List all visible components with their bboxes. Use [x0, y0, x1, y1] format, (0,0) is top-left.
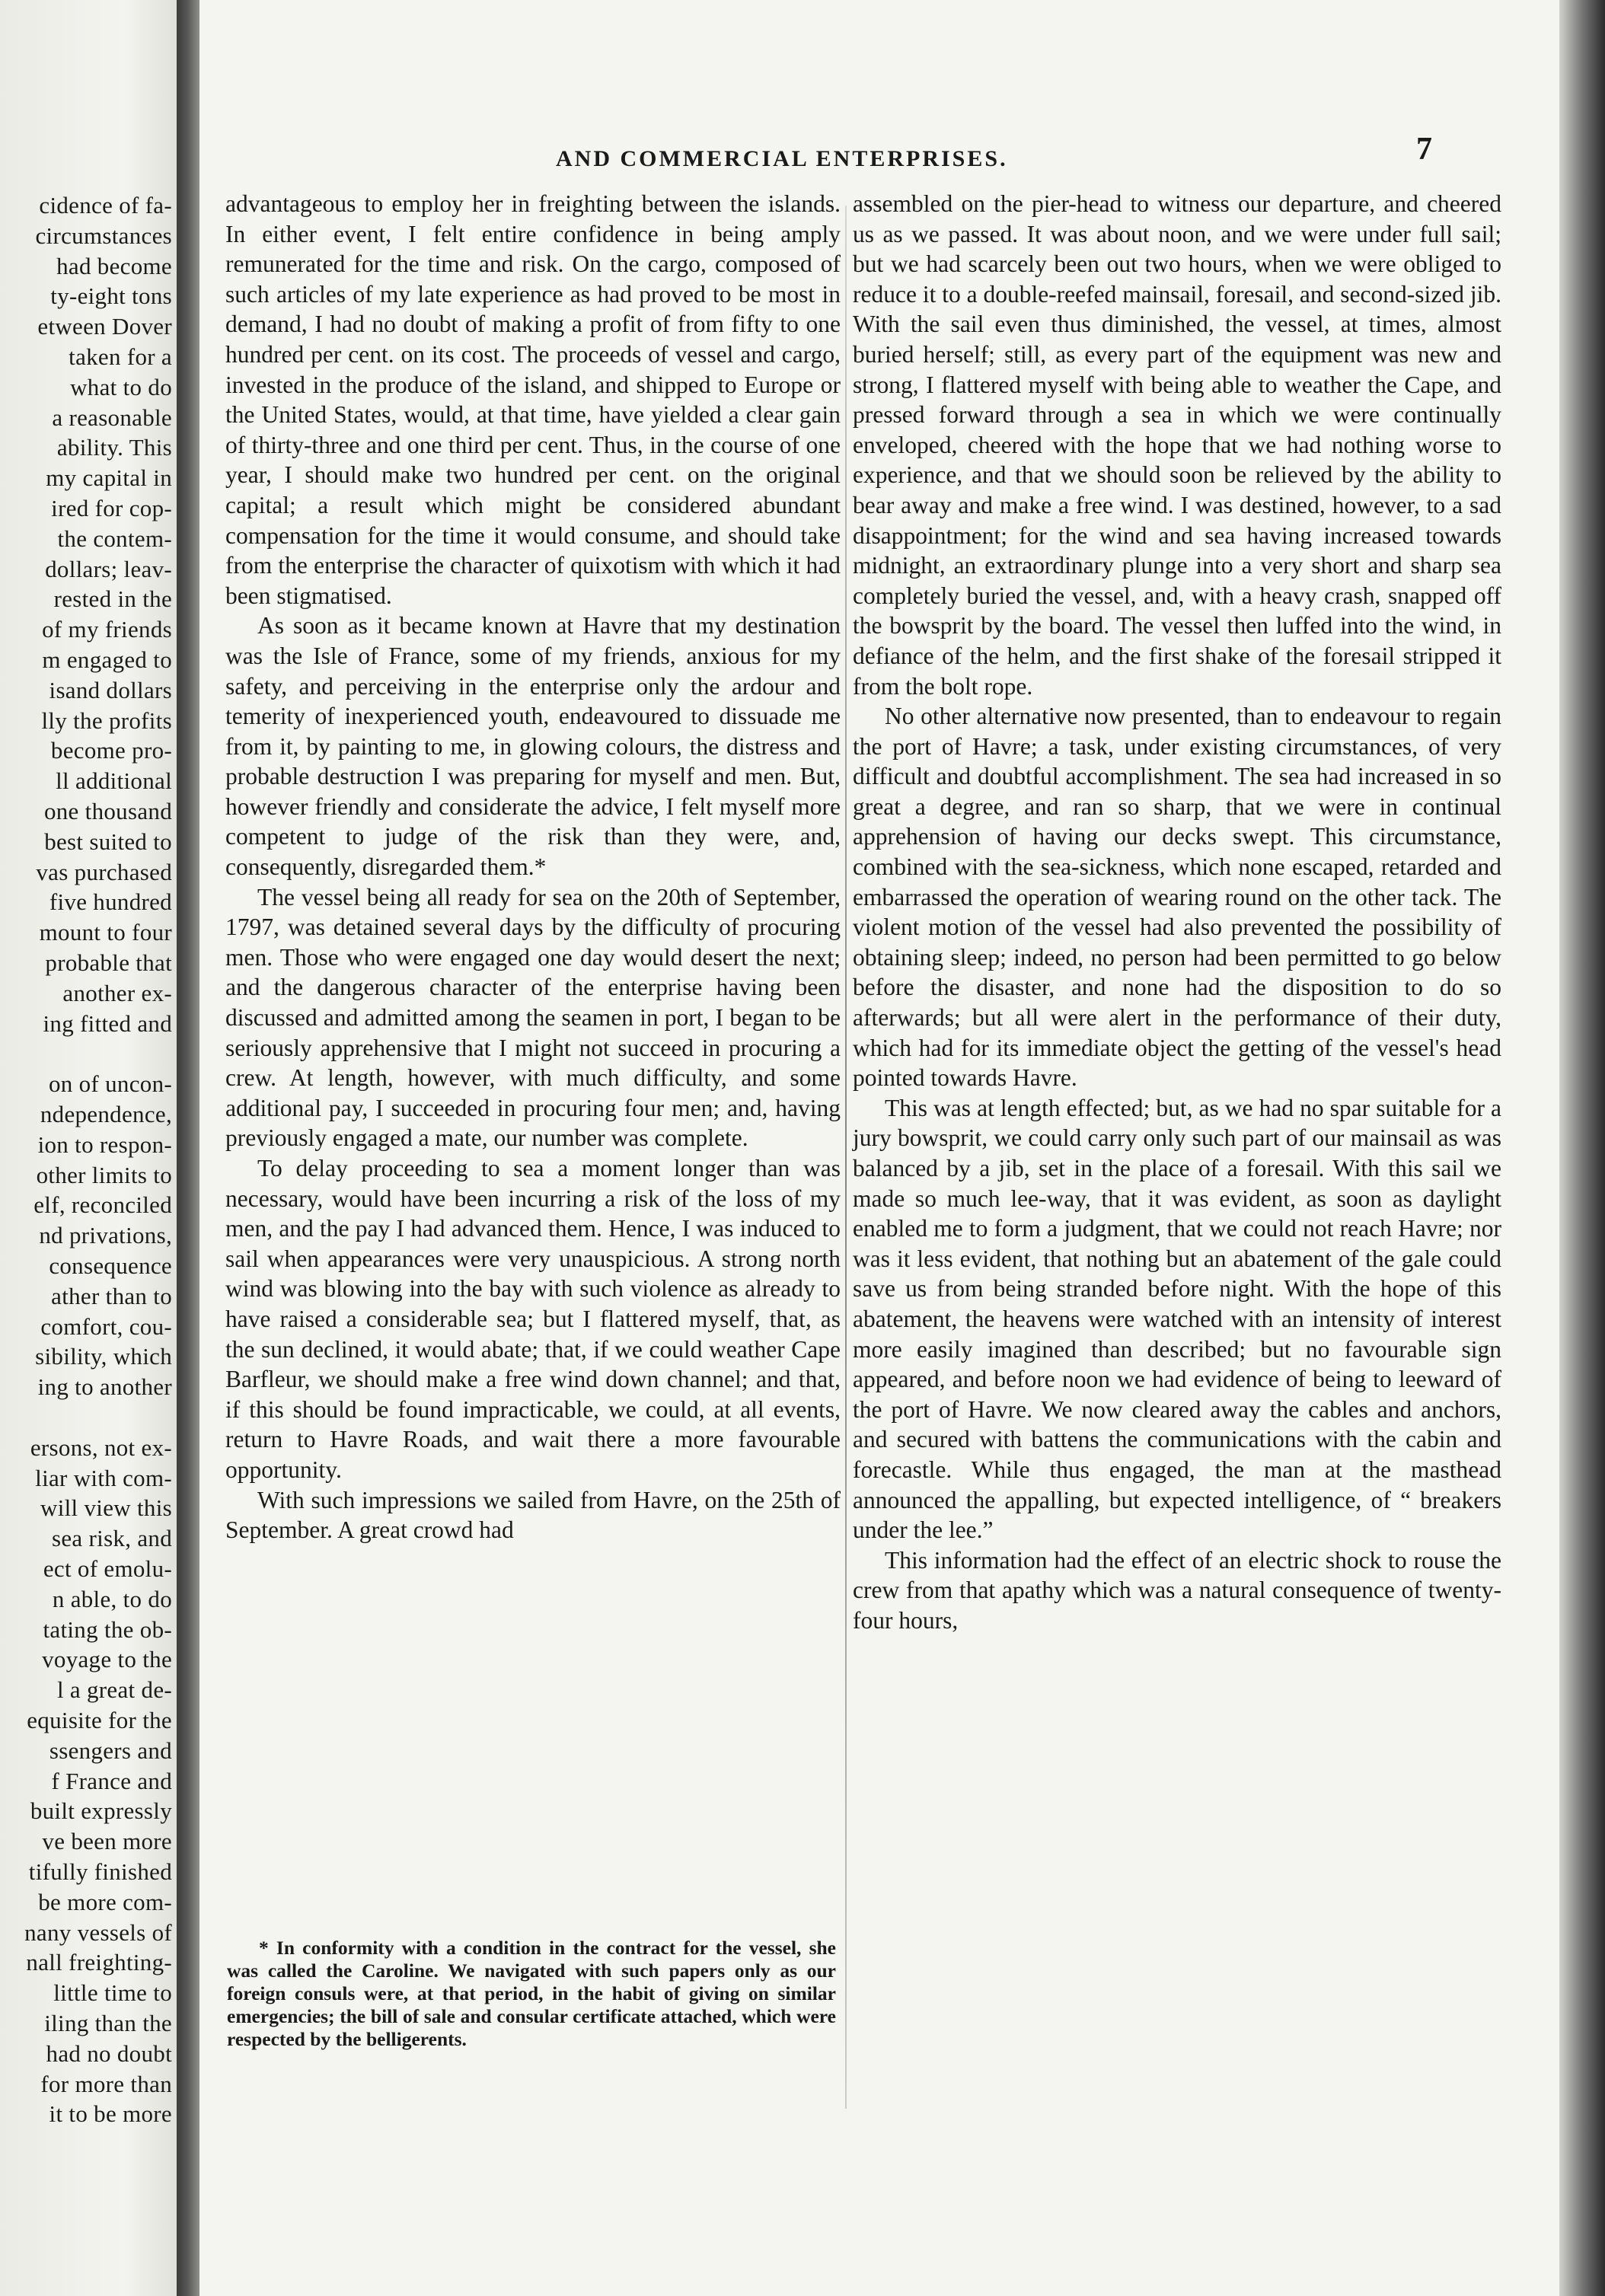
- facing-page-line: nany vessels of: [24, 1918, 172, 1946]
- facing-page-line: equisite for the: [27, 1707, 172, 1733]
- facing-page-line: probable that: [45, 949, 172, 976]
- paragraph: With such impressions we sailed from Havre, on the 25th of September. A great crowd had: [225, 1486, 841, 1544]
- facing-page-line: ll additional: [56, 767, 172, 795]
- facing-page-line: consequence: [49, 1252, 172, 1279]
- book-gutter: [177, 0, 199, 2296]
- facing-page-line: dollars; leav-: [45, 555, 172, 582]
- page-edge-shadow: [1559, 0, 1605, 2296]
- facing-page-line: lly the profits: [41, 706, 172, 734]
- facing-page-line: rested in the: [53, 585, 172, 613]
- facing-page-line: become pro-: [50, 737, 172, 764]
- facing-page-line: cidence of fa-: [39, 192, 172, 218]
- facing-page-line: five hundred: [49, 888, 172, 916]
- facing-page-line: l a great de-: [56, 1676, 172, 1704]
- facing-page-line: isand dollars: [49, 676, 172, 703]
- text-column-left: [225, 189, 841, 1545]
- facing-page-line: ing to another: [37, 1373, 172, 1401]
- paragraph: This was at length effected; but, as we had no spar suitable for a jury bowsprit, we could carry only such part of our mainsail as was balanced by a jib, set in the place of a foresail. With this sail we made so much lee-way, that it was evident, as soon as daylight enabled me to form a judgment, that we could not reach Havre; nor was it less evident, that nothing but an abatement of the gale could save us from being stranded before night. With the hope of this abatement, the heavens were watched with an intensity of interest more easily imagined than described; but no favourable sign appeared, and before noon we had evidence of being to leeward of the port of Havre. We now cleared away the cables and anchors, and secured with battens the communications with the cabin and forecastle. While thus engaged, the man at the masthead announced the appalling, but expected intelligence, of “ breakers under the lee.”: [853, 1094, 1501, 1544]
- facing-page-line: will view this: [40, 1494, 172, 1522]
- facing-page-line: ather than to: [51, 1282, 172, 1309]
- facing-page-line: of my friends: [42, 616, 172, 643]
- facing-page-line: had become: [56, 252, 172, 279]
- facing-page-line: nd privations,: [39, 1222, 172, 1249]
- facing-page-line: ty-eight tons: [50, 282, 172, 310]
- facing-page-line: one thousand: [43, 798, 172, 824]
- facing-page-line: m engaged to: [42, 646, 172, 673]
- facing-page-line: nall freighting-: [26, 1949, 172, 1976]
- facing-page-line: a reasonable: [52, 403, 172, 431]
- paragraph: advantageous to employ her in freighting between the islands. In either event, I felt entire confidence in being amply remunerated for the time and risk. On the cargo, composed of such articles of my late experience as had proved to be most in demand, I had no doubt of making a profit of from fifty to one hundred per cent. on its cost. The proceeds of vessel and cargo, invested in the produce of the island, and shipped to Europe or the United States, would, at that time, have yielded a clear gain of thirty-three and one third per cent. Thus, in the course of one year, I should make two hundred per cent. on the original capital; a result which might be considered abundant compensation for the time it would consume, and should take from the enterprise the character of quixotism with which it had been stigmatised.: [225, 190, 841, 609]
- facing-page-line: built expressly: [30, 1797, 172, 1825]
- facing-page-line: iling than the: [44, 2010, 172, 2036]
- facing-page-line: elf, reconciled: [34, 1191, 172, 1219]
- footnote: [227, 1937, 836, 2051]
- facing-page-line: ersons, not ex-: [30, 1433, 172, 1461]
- page-number: 7: [1416, 132, 1432, 167]
- paragraph: As soon as it became known at Havre that my destination was the Isle of France, some of my friends, anxious for my safety, and perceiving in the enterprise only the ardour and temerity of inexperienced youth, endeavoured to dissuade me from it, by painting to me, in glowing colours, the distress and probable destruction I was preparing for myself and men. But, however friendly and considerate the advice, I felt myself more competent to judge of the risk than they were, and, consequently, disregarded them.*: [225, 612, 841, 881]
- facing-page-line: another ex-: [62, 979, 172, 1006]
- paragraph: The vessel being all ready for sea on the 20th of September, 1797, was detained several days by the difficulty of procuring men. Those who were engaged one day would desert the next; and the dangerous character of the enterprise having been discussed and admitted among the seamen in port, I began to be seriously apprehensive that I might not succeed in procuring a crew. At length, however, with much difficulty, and some additional pay, I succeeded in procuring four men; and, having previously engaged a mate, our number was complete.: [225, 883, 841, 1152]
- paragraph: This information had the effect of an electric shock to rouse the crew from that apathy which was a natural consequence of twenty-four hours,: [853, 1546, 1501, 1634]
- facing-page-line: ssengers and: [49, 1736, 172, 1764]
- facing-page-line: n able, to do: [52, 1585, 172, 1612]
- facing-page-line: liar with com-: [35, 1464, 172, 1491]
- facing-page-fragment: [0, 0, 177, 2296]
- facing-page-line: ect of emolu-: [43, 1555, 172, 1582]
- facing-page-line: little time to: [53, 1979, 172, 2007]
- facing-page-line: ired for cop-: [51, 495, 172, 521]
- facing-page-line: vas purchased: [36, 858, 172, 885]
- facing-page-line: other limits to: [36, 1161, 172, 1188]
- facing-page-line: be more com-: [38, 1888, 172, 1915]
- facing-page-line: taken for a: [69, 343, 172, 370]
- facing-page-line: best suited to: [44, 828, 172, 855]
- facing-page-line: the contem-: [57, 525, 172, 552]
- facing-page-line: etween Dover: [37, 313, 172, 340]
- facing-page-line: it to be more: [49, 2100, 172, 2128]
- facing-page-line: ability. This: [56, 434, 172, 461]
- facing-page-line: sea risk, and: [52, 1525, 172, 1552]
- facing-page-line: for more than: [40, 2070, 172, 2097]
- column-rule: [845, 206, 847, 2109]
- facing-page-line: what to do: [70, 373, 172, 400]
- facing-page-line: voyage to the: [42, 1646, 172, 1673]
- facing-page-line: tating the ob-: [43, 1615, 172, 1643]
- facing-page-line: my capital in: [46, 464, 172, 492]
- facing-page-line: mount to four: [39, 919, 172, 946]
- facing-page-line: ndependence,: [40, 1101, 172, 1127]
- footnote-text: * In conformity with a condition in the contract for the vessel, she was called the Caroline. We navigated with such papers only as our foreign consuls were, at that period, in the habit of giving on similar emergencies; the bill of sale and consular certificate attached, which were respected by the belligerents.: [227, 1937, 836, 2050]
- running-header: AND COMMERCIAL ENTERPRISES.: [556, 146, 1008, 171]
- facing-page-line: comfort, cou-: [40, 1312, 172, 1340]
- paragraph: To delay proceeding to sea a moment longer than was necessary, would have been incurring a risk of the loss of my men, and the pay I had advanced them. Hence, I was induced to sail when appearances were very unauspicious. A strong north wind was blowing into the bay with such violence as already to have raised a considerable sea; but I flattered myself, that, as the sun declined, it would abate; that, if we could weather Cape Barfleur, we should make a free wind down channel; and that, if this should be found impracticable, we could, at all events, return to Havre Roads, and wait there a more favourable opportunity.: [225, 1155, 841, 1483]
- facing-page-line: ing fitted and: [43, 1009, 172, 1037]
- facing-page-line: ve been more: [42, 1828, 172, 1855]
- facing-page-line: circumstances: [35, 222, 172, 249]
- facing-page-line: on of uncon-: [48, 1070, 172, 1098]
- paragraph: assembled on the pier-head to witness our departure, and cheered us as we passed. It was about noon, and we were under full sail; but we had scarcely been out two hours, when we were obliged to reduce it to a double-reefed mainsail, foresail, and second-sized jib. With the sail even thus diminished, the vessel, at times, almost buried herself; still, as every part of the equipment was new and strong, I flattered myself with being able to weather the Cape, and pressed forward through a sea in which we were continually enveloped, cheered with the hope that we had nothing worse to experience, and that we should soon be relieved by the ability to bear away and make a free wind. I was destined, however, to a sad disappointment; for the wind and sea having increased towards midnight, an extraordinary plunge into a very short and sharp sea completely buried the vessel, and, with a heavy crash, snapped off the bowsprit by the board. The vessel then luffed into the wind, in defiance of the helm, and the first shake of the foresail stripped it from the bolt rope.: [853, 190, 1501, 700]
- facing-page-line: ion to respon-: [37, 1130, 172, 1158]
- facing-page-line: sibility, which: [35, 1343, 172, 1370]
- paragraph: No other alternative now presented, than to endeavour to regain the port of Havre; a task, under existing circumstances, of very difficult and doubtful accomplishment. The sea had increased in so great a degree, and ran so sharp, that we were in continual apprehension of having our decks swept. This circumstance, combined with the sea-sickness, which none escaped, retarded and embarrassed the operation of wearing round on the other tack. The violent motion of the vessel had also prevented the possibility of obtaining sleep; indeed, no person had been permitted to go below before the disaster, and none had the disposition to do so afterwards; but all were alert in the performance of their duty, which had for its immediate object the getting of the vessel's head pointed towards Havre.: [853, 703, 1501, 1092]
- facing-page-line: tifully finished: [28, 1858, 172, 1885]
- facing-page-line: had no doubt: [46, 2039, 172, 2067]
- book-page: [199, 0, 1559, 2296]
- facing-page-line: f France and: [51, 1767, 172, 1794]
- text-column-right: [853, 189, 1501, 1636]
